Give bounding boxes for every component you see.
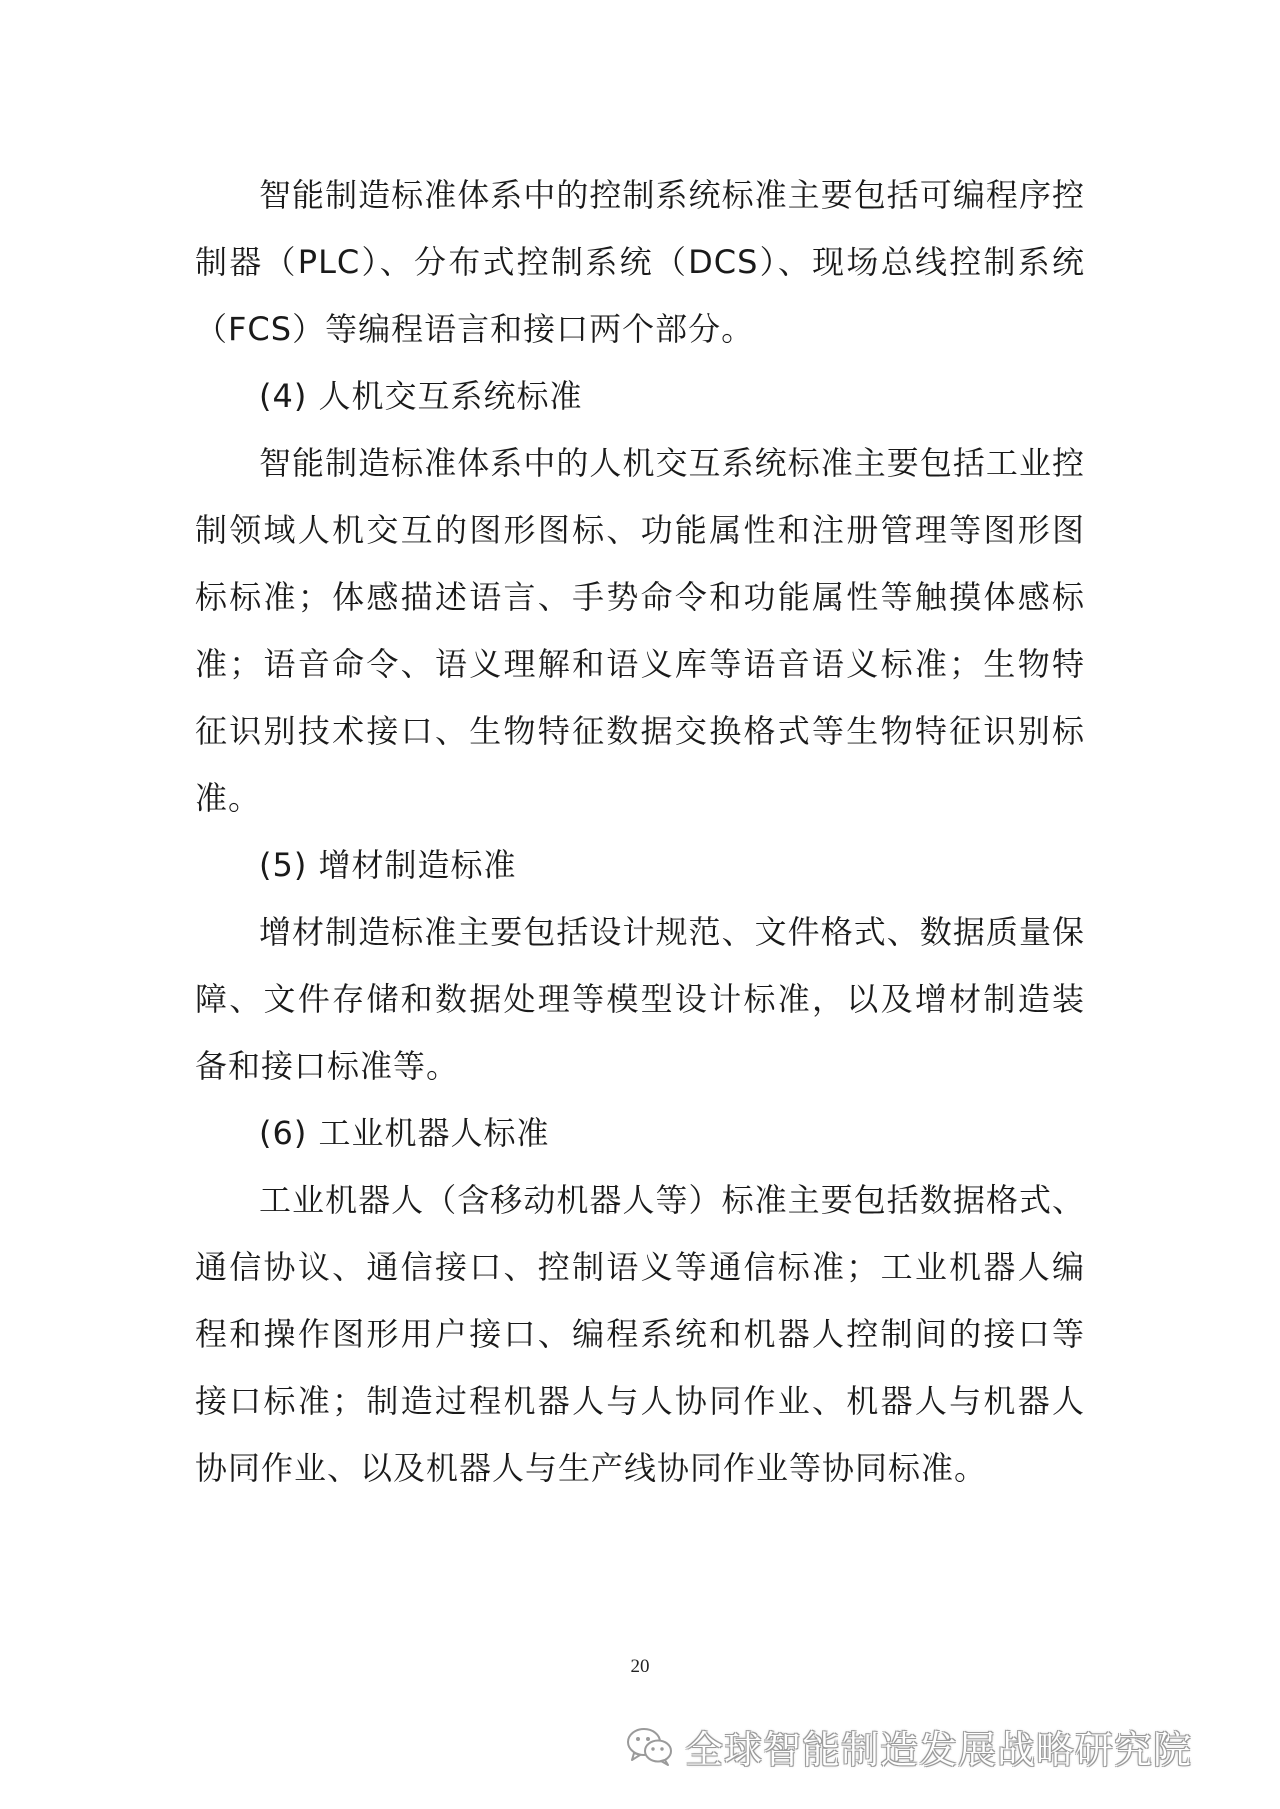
watermark — [625, 1720, 1192, 1772]
heading-industrial-robot: (6) 工业机器人标准 — [259, 1114, 550, 1152]
paragraph-control-system-standards: 智能制造标准体系中的控制系统标准主要包括可编程序控制器（PLC）、分布式控制系统（DCS）、现场总线控制系统（FCS）等编程语言和接口两个部分。 — [195, 176, 1085, 348]
wechat-icon — [625, 1724, 675, 1768]
heading-additive-manufacturing: (5) 增材制造标准 — [259, 846, 517, 884]
paragraph-industrial-robot: 工业机器人（含移动机器人等）标准主要包括数据格式、通信协议、通信接口、控制语义等通信标准；工业机器人编程和操作图形用户接口、编程系统和机器人控制间的接口等接口标准；制造过程机器人与人协同作业、机器人与机器人协同作业、以及机器人与生产线协同作业等协同标准。 — [195, 1181, 1085, 1487]
paragraph-hmi-standards: 智能制造标准体系中的人机交互系统标准主要包括工业控制领域人机交互的图形图标、功能属性和注册管理等图形图标标准；体感描述语言、手势命令和功能属性等触摸体感标准；语音命令、语义理解和语义库等语音语义标准；生物特征识别技术接口、生物特征数据交换格式等生物特征识别标准。 — [195, 444, 1085, 817]
page-number: 20 — [630, 1656, 650, 1677]
watermark-text: 全球智能制造发展战略研究院 — [685, 1727, 1193, 1772]
document-body — [195, 162, 1085, 1502]
heading-hmi-standards: (4) 人机交互系统标准 — [259, 377, 583, 415]
paragraph-additive-manufacturing: 增材制造标准主要包括设计规范、文件格式、数据质量保障、文件存储和数据处理等模型设计标准，以及增材制造装备和接口标准等。 — [195, 913, 1085, 1085]
